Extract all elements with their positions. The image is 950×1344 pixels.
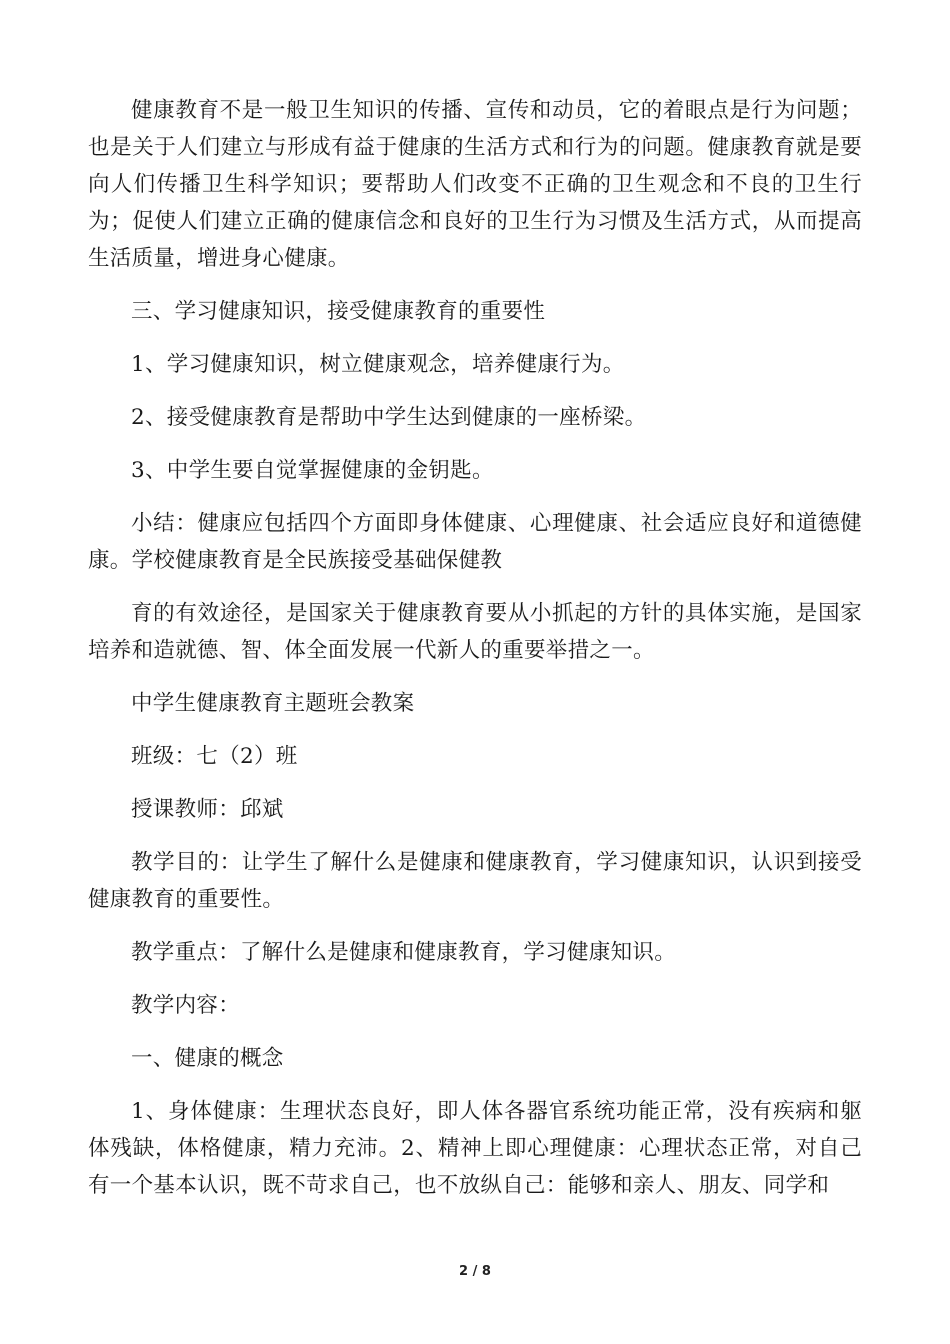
lesson-plan-title: 中学生健康教育主题班会教案 [131, 691, 415, 716]
document-body [88, 92, 862, 1204]
section-heading-importance: 三、学习健康知识，接受健康教育的重要性 [131, 299, 546, 324]
teaching-content-label: 教学内容： [131, 993, 241, 1018]
paragraph-health-education-definition: 健康教育不是一般卫生知识的传播、宣传和动员，它的着眼点是行为问题；也是关于人们建立与形成有益于健康的生活方式和行为的问题。健康教育就是要向人们传播卫生科学知识；要帮助人们改变不正确的卫生观念和不良的卫生行为；促使人们建立正确的健康信念和良好的卫生行为习惯及生活方式，从而提高生活质量，增进身心健康。 [88, 98, 862, 271]
class-info: 班级：七（2）班 [131, 744, 298, 769]
list-item-3: 3、中学生要自觉掌握健康的金钥匙。 [131, 458, 494, 483]
page-number: 2 / 8 [459, 1264, 491, 1279]
paragraph-summary-continued: 育的有效途径，是国家关于健康教育要从小抓起的方针的具体实施，是国家培养和造就德、智、体全面发展一代新人的重要举措之一。 [88, 601, 862, 663]
section-heading-health-concept: 一、健康的概念 [131, 1046, 284, 1071]
teacher-info: 授课教师：邱斌 [131, 797, 284, 822]
teaching-objective: 教学目的：让学生了解什么是健康和健康教育，学习健康知识，认识到接受健康教育的重要性。 [88, 850, 862, 912]
teaching-focus: 教学重点：了解什么是健康和健康教育，学习健康知识。 [131, 940, 677, 965]
list-item-1: 1、学习健康知识，树立健康观念，培养健康行为。 [131, 352, 625, 377]
list-item-2: 2、接受健康教育是帮助中学生达到健康的一座桥梁。 [131, 405, 647, 430]
paragraph-summary: 小结：健康应包括四个方面即身体健康、心理健康、社会适应良好和道德健康。学校健康教育是全民族接受基础保健教 [88, 511, 862, 573]
paragraph-health-concept-details: 1、身体健康：生理状态良好，即人体各器官系统功能正常，没有疾病和躯体残缺，体格健康，精力充沛。2、精神上即心理健康：心理状态正常，对自己有一个基本认识，既不苛求自己，也不放纵自己：能够和亲人、朋友、同学和 [88, 1099, 862, 1198]
